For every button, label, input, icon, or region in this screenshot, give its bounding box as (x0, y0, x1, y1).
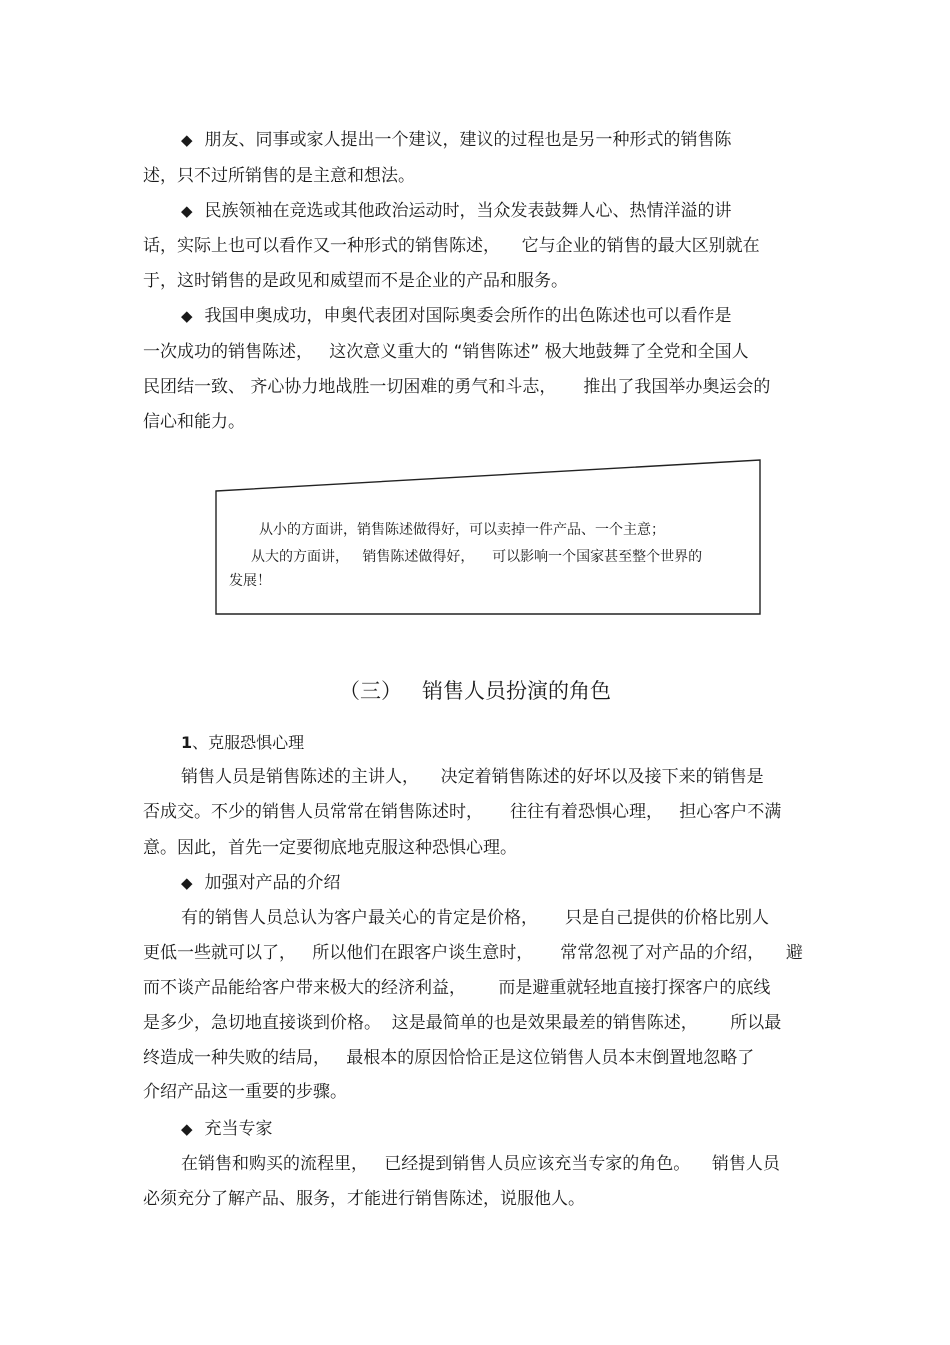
callout-line-2: 从大的方面讲， 销售陈述做得好， 可以影响一个国家甚至整个世界的 (251, 549, 703, 565)
paragraph-3-line-4: 信心和能力。 (143, 412, 245, 432)
paragraph-3-line-1: ◆ 我国申奥成功，申奥代表团对国际奥委会所作的出色陈述也可以看作是 (181, 306, 732, 326)
callout-line-3: 发展！ (229, 573, 271, 589)
section-p3-line-1: 在销售和购买的流程里， 已经提到销售人员应该充当专家的角色。 销售人员 (181, 1154, 780, 1174)
bullet-diamond-icon: ◆ (181, 202, 193, 220)
section-p1-line-2: 否成交。不少的销售人员常常在销售陈述时， 往往有着恐惧心理， 担心客户不满 (143, 802, 782, 822)
paragraph-2-line-2: 话，实际上也可以看作又一种形式的销售陈述， 它与企业的销售的最大区别就在 (143, 236, 760, 256)
bullet-heading-product-intro: ◆ 加强对产品的介绍 (181, 873, 341, 893)
section-p2-line-4: 是多少，急切地直接谈到价格。 这是最简单的也是效果最差的销售陈述， 所以最 (143, 1013, 782, 1033)
paragraph-2-line-3: 于，这时销售的是政见和威望而不是企业的产品和服务。 (143, 271, 568, 291)
callout-line-1: 从小的方面讲，销售陈述做得好，可以卖掉一件产品、一个主意； (259, 522, 665, 538)
subheading-1: 1、克服恐惧心理 (181, 733, 305, 752)
section-p1-line-3: 意。因此，首先一定要彻底地克服这种恐惧心理。 (143, 838, 517, 858)
section-p2-line-1: 有的销售人员总认为客户最关心的肯定是价格， 只是自己提供的价格比别人 (181, 908, 770, 928)
paragraph-3-line-3: 民团结一致、 齐心协力地战胜一切困难的勇气和斗志， 推出了我国举办奥运会的 (143, 377, 771, 397)
subheading-number: 1 (181, 733, 193, 752)
paragraph-1-line-2: 述，只不过所销售的是主意和想法。 (143, 166, 415, 186)
bullet-heading-expert: ◆ 充当专家 (181, 1119, 273, 1139)
section-p2-line-3: 而不谈产品能给客户带来极大的经济利益， 而是避重就轻地直接打探客户的底线 (143, 978, 771, 998)
paragraph-1-line-1: ◆ 朋友、同事或家人提出一个建议，建议的过程也是另一种形式的销售陈 (181, 130, 732, 150)
bullet-diamond-icon: ◆ (181, 874, 193, 892)
callout-box (213, 458, 763, 618)
bullet-diamond-icon: ◆ (181, 1120, 193, 1138)
paragraph-3-line-2: 一次成功的销售陈述， 这次意义重大的 “销售陈述” 极大地鼓舞了全党和全国人 (143, 342, 749, 362)
paragraph-2-line-1: ◆ 民族领袖在竞选或其他政治运动时，当众发表鼓舞人心、热情洋溢的讲 (181, 201, 732, 221)
section-p3-line-2: 必须充分了解产品、服务，才能进行销售陈述，说服他人。 (143, 1189, 585, 1209)
section-p2-line-5: 终造成一种失败的结局， 最根本的原因恰恰正是这位销售人员本末倒置地忽略了 (143, 1048, 755, 1068)
section-p1-line-1: 销售人员是销售陈述的主讲人， 决定着销售陈述的好坏以及接下来的销售是 (181, 767, 764, 787)
section-p2-line-2: 更低一些就可以了， 所以他们在跟客户谈生意时， 常常忽视了对产品的介绍， 避 (143, 943, 803, 963)
bullet-diamond-icon: ◆ (181, 307, 193, 325)
section-heading: （三） 销售人员扮演的角色 (338, 679, 612, 703)
section-p2-line-6: 介绍产品这一重要的步骤。 (143, 1082, 347, 1102)
bullet-diamond-icon: ◆ (181, 131, 193, 149)
